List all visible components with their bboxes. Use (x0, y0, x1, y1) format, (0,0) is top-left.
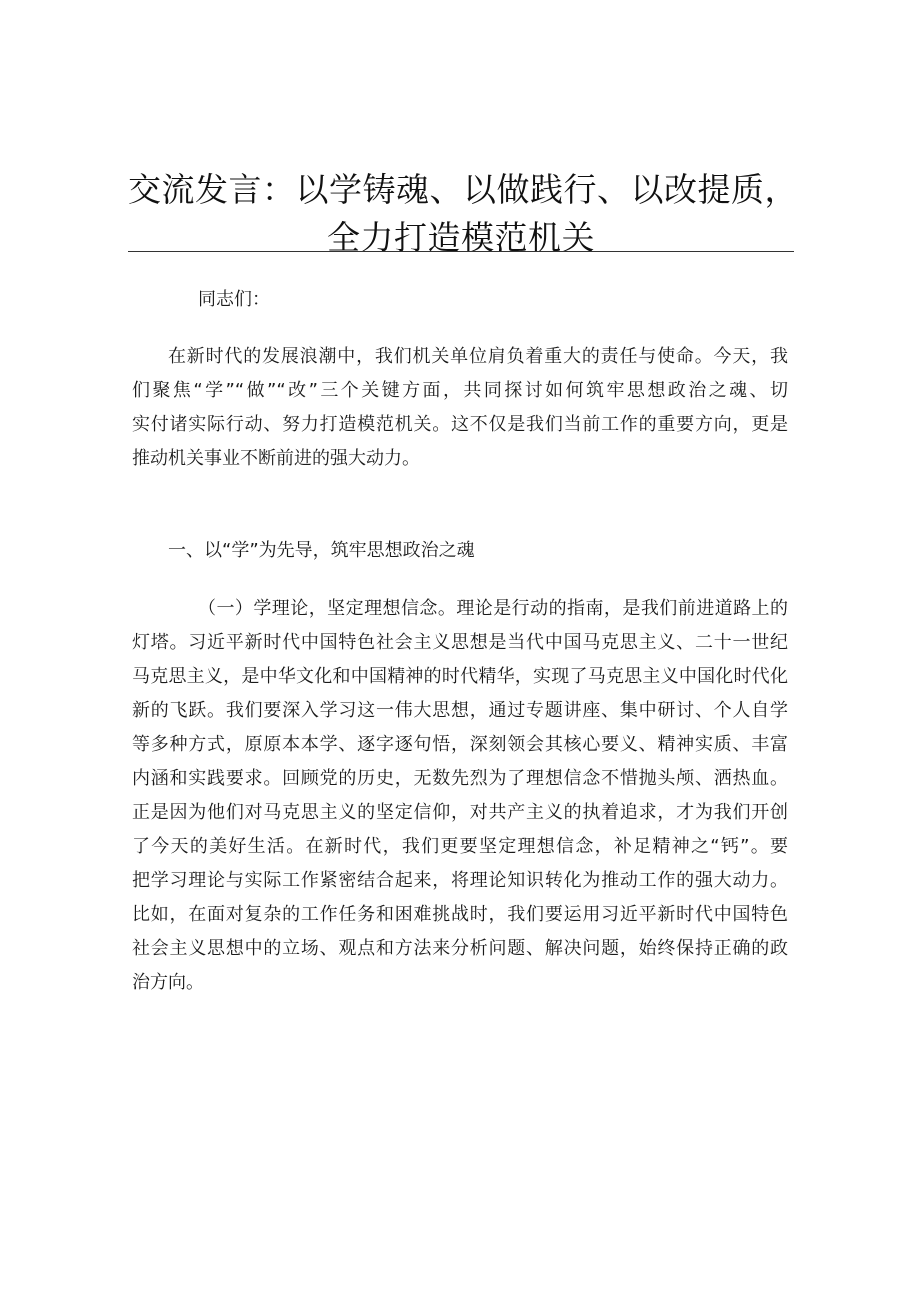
subsection-line-8: 了今天的美好生活。在新时代，我们更要坚定理想信念，补足精神之“钙”。要 (132, 836, 788, 857)
subsection-line-6: 内涵和实践要求。回顾党的历史，无数先烈为了理想信念不惜抛头颅、洒热血。 (132, 768, 788, 789)
title-divider (128, 251, 794, 252)
intro-paragraph (132, 340, 792, 476)
subsection-line-3: 马克思主义，是中华文化和中国精神的时代精华，实现了马克思主义中国化时代化 (132, 666, 788, 687)
document-title (128, 166, 798, 262)
subsection-line-2: 灯塔。习近平新时代中国特色社会主义思想是当代中国马克思主义、二十一世纪 (132, 632, 788, 653)
subsection-line-10: 比如，在面对复杂的工作任务和困难挑战时，我们要运用习近平新时代中国特色 (132, 904, 788, 925)
subsection-line-1: （一）学理论，坚定理想信念。理论是行动的指南，是我们前进道路上的 (198, 598, 788, 619)
intro-line-2: 们聚焦“学”“做”“改”三个关键方面，共同探讨如何筑牢思想政治之魂、切 (132, 380, 788, 401)
subsection-paragraph (132, 592, 792, 1000)
title-line-1: 交流发言：以学铸魂、以做践行、以改提质， (128, 170, 798, 209)
subsection-line-9: 把学习理论与实际工作紧密结合起来，将理论知识转化为推动工作的强大动力。 (132, 870, 788, 891)
subsection-line-5: 等多种方式，原原本本学、逐字逐句悟，深刻领会其核心要义、精神实质、丰富 (132, 734, 788, 755)
subsection-line-4: 新的飞跃。我们要深入学习这一伟大思想，通过专题讲座、集中研讨、个人自学 (132, 700, 788, 721)
intro-line-3: 实付诸实际行动、努力打造模范机关。这不仅是我们当前工作的重要方向，更是 (132, 414, 788, 435)
section-heading-block (132, 534, 792, 568)
title-line-2: 全力打造模范机关 (327, 218, 595, 257)
section-heading: 一、以“学”为先导，筑牢思想政治之魂 (168, 540, 475, 561)
subsection-line-7: 正是因为他们对马克思主义的坚定信仰，对共产主义的执着追求，才为我们开创 (132, 802, 788, 823)
salutation: 同志们： (198, 289, 270, 310)
salutation-block (132, 283, 792, 317)
subsection-line-11: 社会主义思想中的立场、观点和方法来分析问题、解决问题，始终保持正确的政 (132, 938, 788, 959)
subsection-line-12: 治方向。 (132, 972, 204, 993)
intro-line-4: 推动机关事业不断前进的强大动力。 (132, 448, 420, 469)
intro-line-1: 在新时代的发展浪潮中，我们机关单位肩负着重大的责任与使命。今天，我 (168, 346, 788, 367)
